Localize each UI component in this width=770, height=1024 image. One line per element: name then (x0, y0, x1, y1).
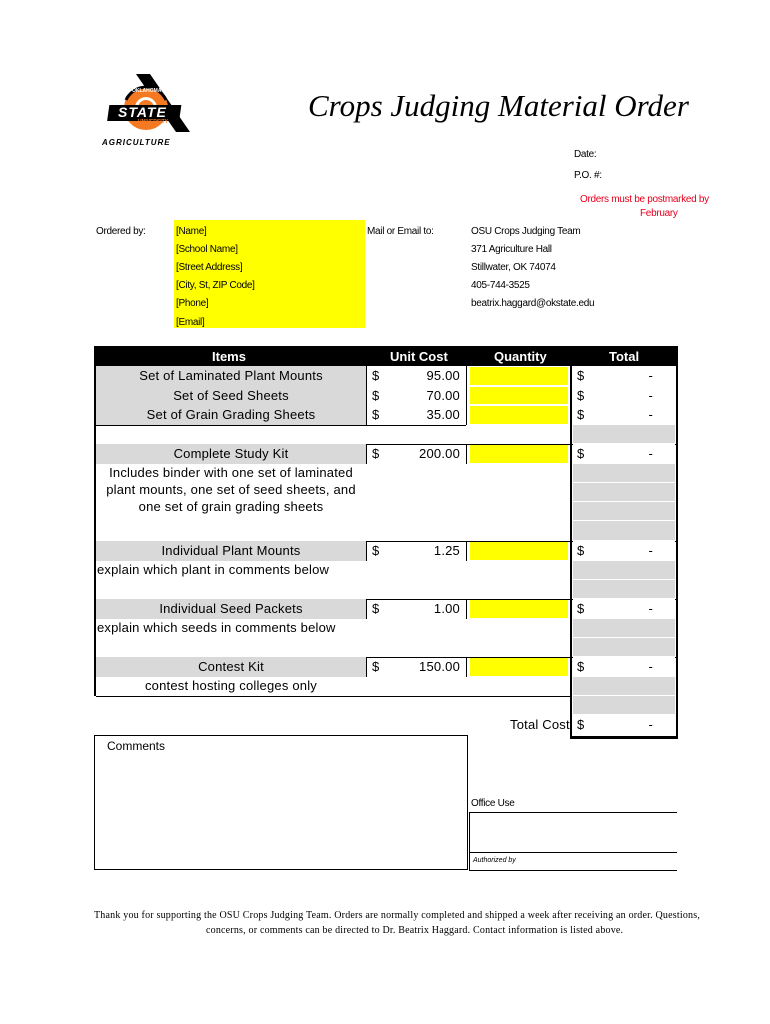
quantity-input[interactable] (470, 387, 568, 404)
line-total-cell (573, 444, 675, 464)
header-quantity: Quantity (494, 349, 547, 364)
logo-university-text: UNIVERSITY (138, 119, 169, 125)
unit-cost-cell (366, 541, 466, 561)
currency-symbol: $ (372, 601, 380, 616)
currency-symbol: $ (577, 388, 585, 403)
line-total-cell (573, 696, 675, 715)
contest-kit-note: contest hosting colleges only (144, 678, 317, 693)
table-row (96, 444, 366, 464)
item-grain-grading-sheets: Set of Grain Grading Sheets (146, 407, 316, 422)
item-laminated-plant-mounts: Set of Laminated Plant Mounts (139, 368, 323, 383)
comments-label: Comments (107, 739, 166, 753)
footer-line-1: Thank you for supporting the OSU Crops Judging Team. Orders are normally completed and shipped a week after receiving an order. Questions, (94, 910, 701, 921)
mail-to-line-1: OSU Crops Judging Team (471, 226, 581, 237)
table-header (94, 346, 678, 366)
quantity-input[interactable] (470, 445, 568, 463)
item-individual-seed-packets: Individual Seed Packets (159, 601, 303, 616)
line-total-cell (573, 580, 675, 599)
unit-cost-cell (366, 386, 466, 405)
mail-to-line-3: Stillwater, OK 74074 (471, 262, 556, 273)
ordered-by-label: Ordered by: (96, 226, 146, 237)
line-total-value: - (648, 717, 653, 732)
cost-grain-grading-sheets: 35.00 (426, 407, 460, 422)
total-cells (572, 366, 676, 738)
table-row (96, 657, 366, 677)
line-total-cell (573, 638, 675, 657)
currency-symbol: $ (372, 543, 380, 558)
currency-symbol: $ (577, 601, 585, 616)
mail-to-line-5: beatrix.haggard@okstate.edu (471, 298, 595, 309)
quantity-input[interactable] (470, 600, 568, 618)
quantity-input[interactable] (470, 658, 568, 676)
line-total-cell (573, 502, 675, 521)
postmark-notice (580, 194, 709, 205)
currency-symbol: $ (577, 446, 585, 461)
mail-to-line-2: 371 Agriculture Hall (471, 244, 552, 255)
logo-arc-text: OKLAHOMA (132, 88, 162, 94)
footer-line-2: concerns, or comments can be directed to Dr. Beatrix Haggard. Contact information is listed above. (206, 925, 624, 936)
email-field[interactable]: [Email] (176, 317, 205, 328)
mail-to-line-4: 405-744-3525 (471, 280, 530, 291)
line-total-value: - (648, 368, 653, 383)
line-total-cell (573, 366, 675, 386)
item-seed-sheets: Set of Seed Sheets (173, 388, 289, 403)
unit-cost-cell (366, 405, 466, 425)
currency-symbol: $ (372, 659, 380, 674)
item-contest-kit: Contest Kit (198, 659, 264, 674)
plant-mounts-note: explain which plant in comments below (97, 562, 330, 577)
line-total-cell (573, 386, 675, 405)
line-total-cell (573, 521, 675, 541)
currency-symbol: $ (577, 717, 585, 732)
study-kit-note-line-2: plant mounts, one set of seed sheets, and (106, 482, 356, 497)
currency-symbol: $ (577, 368, 585, 383)
unit-cost-cell (366, 366, 466, 386)
line-total-cell (573, 561, 675, 580)
line-total-value: - (648, 601, 653, 616)
currency-symbol: $ (577, 543, 585, 558)
line-total-cell (573, 599, 675, 619)
cost-individual-plant-mounts: 1.25 (433, 543, 460, 558)
line-total-cell (573, 425, 675, 444)
name-field[interactable]: [Name] (176, 226, 207, 237)
mail-to-label: Mail or Email to: (367, 226, 434, 237)
office-use-label: Office Use (471, 798, 515, 809)
total-cost-cell (573, 715, 675, 735)
street-address-field[interactable]: [Street Address] (176, 262, 243, 273)
study-kit-note-line-1: Includes binder with one set of laminated (109, 465, 353, 480)
item-complete-study-kit: Complete Study Kit (173, 446, 289, 461)
line-total-cell (573, 464, 675, 483)
line-total-value: - (648, 659, 653, 674)
footer (94, 910, 701, 936)
line-total-cell (573, 541, 675, 561)
header-total: Total (609, 349, 640, 364)
table-row (96, 405, 366, 425)
table-row (96, 366, 366, 386)
currency-symbol: $ (372, 368, 380, 383)
unit-cost-cell (366, 657, 466, 677)
study-kit-note-line-3: one set of grain grading sheets (138, 499, 324, 514)
line-total-cell (573, 619, 675, 638)
line-total-cell (573, 405, 675, 425)
header-unit-cost: Unit Cost (390, 349, 448, 364)
comments-box[interactable] (94, 735, 468, 870)
currency-symbol: $ (372, 446, 380, 461)
cost-contest-kit: 150.00 (419, 659, 460, 674)
currency-symbol: $ (577, 659, 585, 674)
cost-laminated-plant-mounts: 95.00 (426, 368, 460, 383)
study-kit-description (96, 464, 366, 515)
po-label: P.O. #: (574, 170, 602, 181)
line-total-value: - (648, 388, 653, 403)
logo-state-text: STATE (118, 104, 167, 120)
line-total-value: - (648, 543, 653, 558)
line-total-value: - (648, 407, 653, 422)
quantity-input[interactable] (470, 406, 568, 424)
line-total-cell (573, 483, 675, 502)
item-individual-plant-mounts: Individual Plant Mounts (161, 543, 301, 558)
line-total-cell (573, 657, 675, 677)
seed-packets-note: explain which seeds in comments below (97, 620, 336, 635)
table-row (96, 599, 366, 619)
quantity-input[interactable] (470, 367, 568, 385)
school-name-field[interactable]: [School Name] (176, 244, 238, 255)
osu-agriculture-logo (96, 72, 208, 152)
unit-cost-cell (366, 599, 466, 619)
phone-field[interactable]: [Phone] (176, 298, 209, 309)
logo-agriculture-text: AGRICULTURE (102, 138, 171, 147)
table-row (96, 541, 366, 561)
authorized-by-label: Authorized by (473, 857, 516, 864)
unit-cost-cell (366, 444, 466, 464)
cost-seed-sheets: 70.00 (426, 388, 460, 403)
total-cost-label: Total Cost (510, 717, 570, 732)
currency-symbol: $ (372, 407, 380, 422)
postmark-notice-line1: Orders must be postmarked by (580, 194, 709, 205)
page-title: Crops Judging Material Order (308, 88, 689, 123)
quantity-input[interactable] (470, 542, 568, 560)
currency-symbol: $ (372, 388, 380, 403)
line-total-value: - (648, 446, 653, 461)
city-state-zip-field[interactable]: [City, St, ZIP Code] (176, 280, 255, 291)
postmark-notice-month (640, 208, 676, 219)
currency-symbol: $ (577, 407, 585, 422)
date-label: Date: (574, 149, 597, 160)
table-row (96, 386, 366, 405)
line-total-cell (573, 677, 675, 696)
header-items: Items (212, 349, 246, 364)
cost-complete-study-kit: 200.00 (419, 446, 460, 461)
cost-individual-seed-packets: 1.00 (433, 601, 460, 616)
postmark-notice-line2: February (640, 208, 678, 219)
